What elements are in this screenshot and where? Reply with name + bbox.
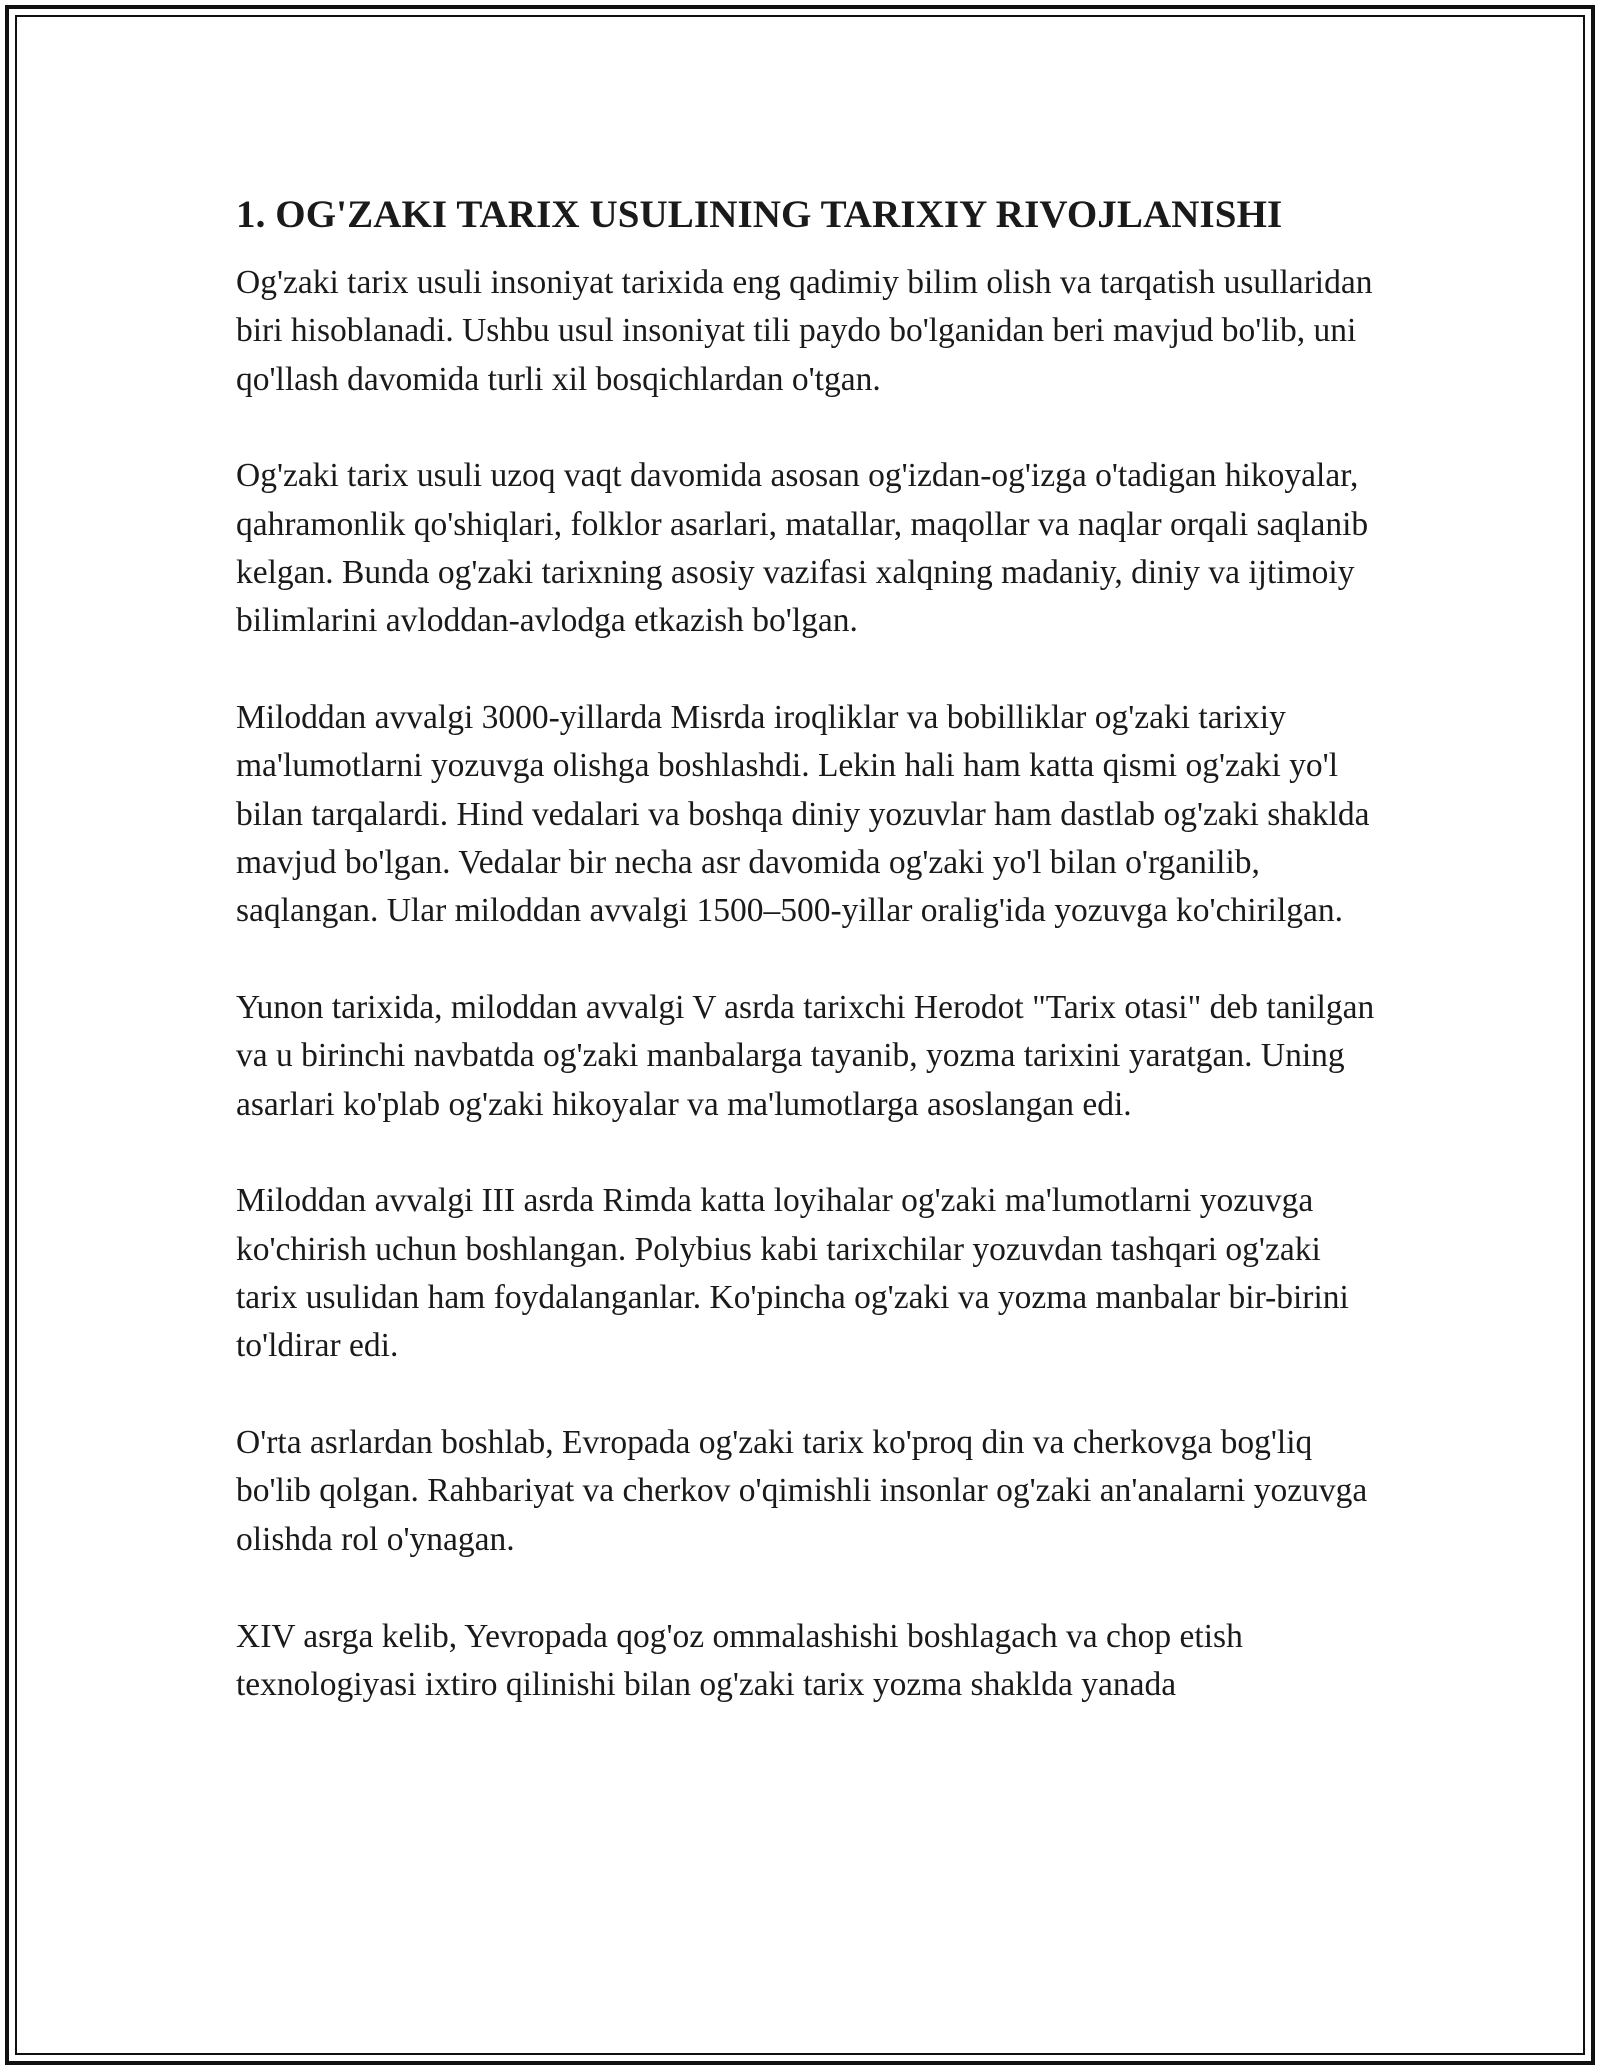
- paragraph-1: Og'zaki tarix usuli insoniyat tarixida eng qadimiy bilim olish va tarqatish usullaridan biri hisoblanadi. Ushbu usul insoniyat tili paydo bo'lganidan beri mavjud bo'lib, uni qo'llash davomida turli xil bosqichlardan o'tgan.: [236, 264, 1373, 398]
- paragraph-5: Miloddan avvalgi III asrda Rimda katta loyihalar og'zaki ma'lumotlarni yozuvga ko'chirish uchun boshlangan. Polybius kabi tarixchilar yozuvdan tashqari og'zaki tarix usulidan ham foydalanganlar. Ko'pincha og'zaki va yozma manbalar bir-birini to'ldirar edi.: [236, 1182, 1349, 1365]
- section-heading: 1. OG'ZAKI TARIX USULINING TARIXIY RIVOJLANISHI: [236, 193, 1283, 236]
- paragraph-4: Yunon tarixida, miloddan avvalgi V asrda tarixchi Herodot "Tarix otasi" deb tanilgan va u birinchi navbatda og'zaki manbalarga tayanib, yozma tarixini yaratgan. Uning asarlari ko'plab og'zaki hikoyalar va ma'lumotlarga asoslangan edi.: [236, 989, 1375, 1123]
- paragraph-7: XIV asrga kelib, Yevropada qog'oz ommalashishi boshlagach va chop etish texnologiyasi ixtiro qilinishi bilan og'zaki tarix yozma shaklda yanada: [236, 1617, 1243, 1703]
- paragraph-6: O'rta asrlardan boshlab, Evropada og'zaki tarix ko'proq din va cherkovga bog'liq bo'lib qolgan. Rahbariyat va cherkov o'qimishli insonlar og'zaki an'analarni yozuvga olishda rol o'ynagan.: [236, 1424, 1368, 1558]
- paragraph-3: Miloddan avvalgi 3000-yillarda Misrda iroqliklar va bobilliklar og'zaki tarixiy ma'lumotlarni yozuvga olishga boshlashdi. Lekin hali ham katta qismi og'zaki yo'l bilan tarqalardi. Hind vedalari va boshqa diniy yozuvlar ham dastlab og'zaki shaklda mavjud bo'lgan. Vedalar bir necha asr davomida og'zaki yo'l bilan o'rganilib, saqlangan. Ular miloddan avvalgi 1500–500-yillar oralig'ida yozuvga ko'chirilgan.: [236, 699, 1370, 930]
- document-body: [236, 182, 1376, 1758]
- paragraph-2: Og'zaki tarix usuli uzoq vaqt davomida asosan og'izdan-og'izga o'tadigan hikoyalar, qahramonlik qo'shiqlari, folklor asarlari, matallar, maqollar va naqlar orqali saqlanib kelgan. Bunda og'zaki tarixning asosiy vazifasi xalqning madaniy, diniy va ijtimoiy bilimlarini avloddan-avlodga etkazish bo'lgan.: [236, 457, 1369, 640]
